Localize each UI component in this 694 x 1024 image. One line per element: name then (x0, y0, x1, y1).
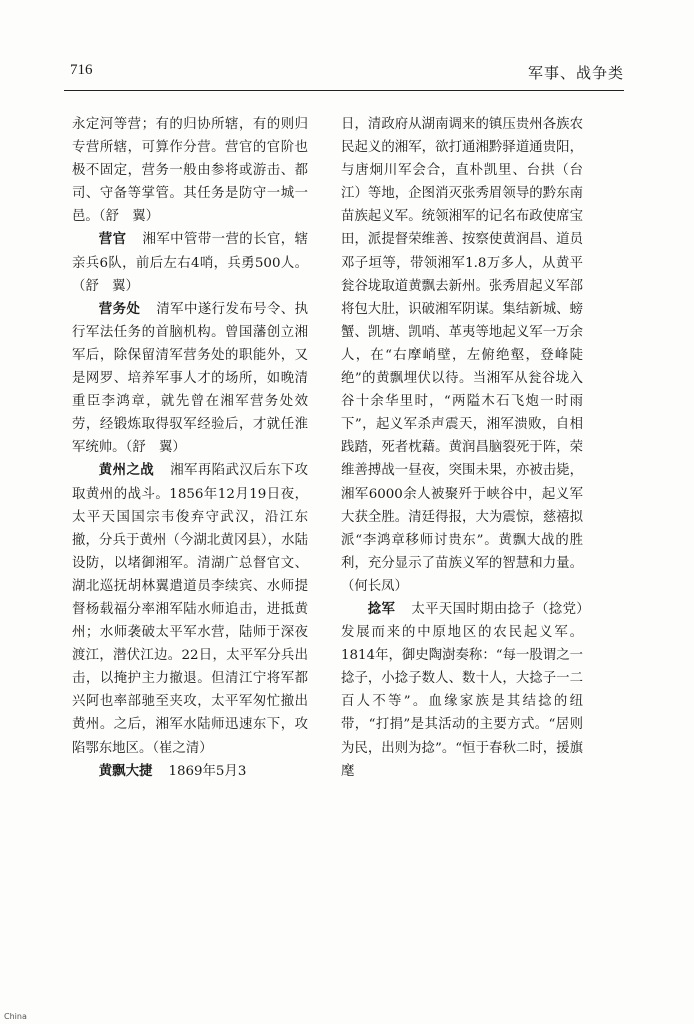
section-title: 军事、战争类 (527, 64, 624, 82)
entry-text: 湘军中管带一营的长官，辖亲兵6队，前后左右4哨，兵勇500人。（舒 翼） (72, 232, 309, 294)
entry (72, 760, 308, 783)
entry (72, 228, 308, 297)
entry-text: 1869年5月3 (168, 763, 247, 779)
page-number: 716 (70, 62, 93, 78)
left-column (72, 113, 308, 783)
header-rule (64, 90, 624, 91)
entry-term: 营官 (98, 231, 127, 248)
entry-text: 太平天国时期由捻子（捻党）发展而来的中原地区的农民起义军。1814年，御史陶澍奏称：“每一股谓之一捻子，小捻子数人、数十人，大捻子一二百人不等”。血缘家族是其结捻的纽带，“打捐”是其活动的主要方式。“居则为民，出则为捻”。“恒于春秋二时，援旗麾 (341, 601, 583, 779)
entry-continued (72, 113, 308, 228)
entry-text: 湘军再陷武汉后东下攻取黄州的战斗。1856年12月19日夜，太平天国国宗韦俊弃守武汉，沿江东撤，分兵于黄州（今湖北黄冈县），水陆设防，以堵御湘军。清湖广总督官文、湖北巡抚胡林翼遣道员李续宾、水师提督杨载福分率湘军陆水师追击，进抵黄州；水师袭破太平军水营，陆师于深夜渡江，潜伏江边。22日，太平军分兵出击，以掩护主力撤退。但清江宁将军都兴阿也率部驰至夹攻，太平军匆忙撤出黄州。之后，湘军水陆师迅速东下，攻陷鄂东地区。（崔之清） (72, 463, 309, 756)
corner-stamp: China (4, 1012, 27, 1021)
entry-text: 日，清政府从湖南调来的镇压贵州各族农民起义的湘军，欲打通湘黔驿道通贵阳，与唐炯川军会合，直朴凯里、台拱（台江）等地，企图消灭张秀眉领导的黔东南苗族起义军。统领湘军的记名布政使席宝田，派提督荣维善、按察使黄润昌、道员邓子垣等，带领湘军1.8万多人，从黄平瓮谷垅取道黄飘去新州。张秀眉起义军部将包大肚，识破湘军阴谋。集结新城、螃蟹、凯塘、凯哨、革夷等地起义军一万余人，在“右摩峭壁，左俯绝壑，登峰陡绝”的黄飘埋伏以待。当湘军从瓮谷垅入谷十余华里时，“两隘木石飞炮一时雨下”，起义军杀声震天，湘军溃败，自相践踏，死者枕藉。黄润昌脑裂死于阵，荣维善搏战一昼夜，突围未果，亦被击毙，湘军6000余人被聚歼于峡谷中，起义军大获全胜。清廷得报，大为震惊，慈禧拟派“李鸿章移师讨贵东”。黄飘大战的胜利，充分显示了苗族义军的智慧和力量。（何长凤） (341, 117, 583, 594)
entry-term: 黄州之战 (98, 462, 155, 479)
entry-term: 营务处 (98, 300, 141, 317)
entry-term: 黄飘大捷 (98, 762, 153, 779)
entry-text: 永定河等营；有的归协所辖，有的则归专营所辖，可算作分营。营官的官阶也极不固定，营务一般由参将或游击、都司、守备等掌管。其任务是防守一城一邑。（舒 翼） (72, 117, 308, 225)
entry-continued (341, 113, 583, 598)
entry (341, 598, 583, 783)
entry (72, 459, 308, 759)
entry-term: 捻军 (367, 600, 396, 617)
entry (72, 298, 308, 460)
entry-text: 清军中遂行发布号令、执行军法任务的首脑机构。曾国藩创立湘军后，除保留清军营务处的职能外，又是网罗、培养军事人才的场所，如晚清重臣李鸿章，就先曾在湘军营务处效劳，经锻炼取得驭军经验后，才就任淮军统帅。（舒 翼） (72, 301, 309, 456)
right-column (341, 113, 583, 783)
page-header (64, 62, 624, 84)
